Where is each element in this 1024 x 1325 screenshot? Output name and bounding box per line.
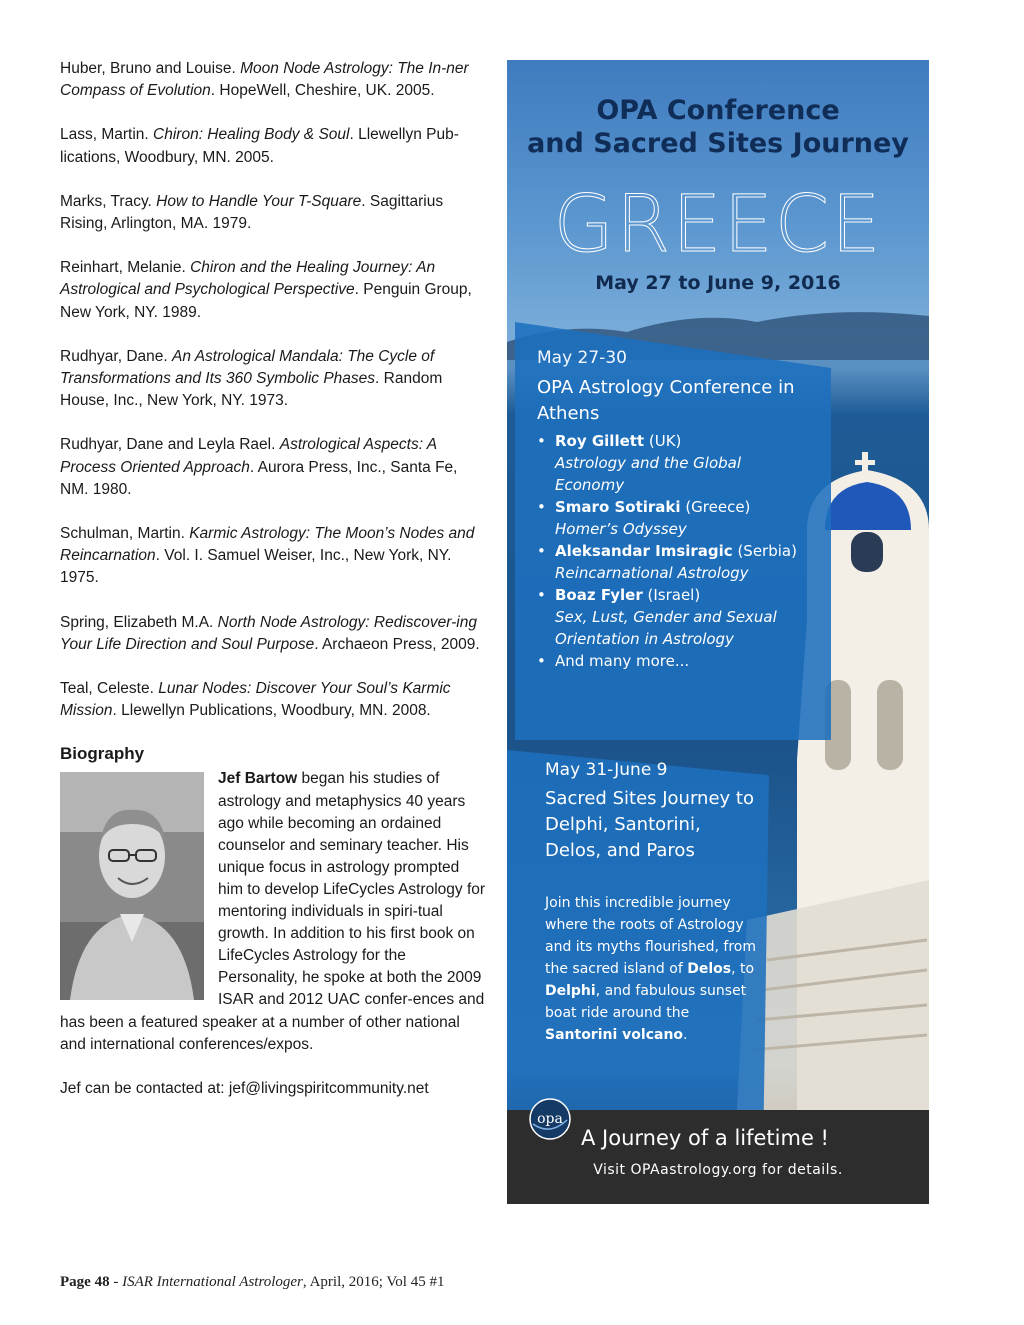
speaker-name: Smaro Sotiraki [555,498,681,516]
reference-entry [60,257,488,324]
author-portrait [60,772,204,1000]
reference-title: Karmic Astrology: The Moon’s Nodes and Reincarnation [60,525,475,565]
reference-title: Astrological Aspects: A Process Oriented Approach [60,436,437,476]
reference-author: Reinhart, Melanie. [60,259,191,277]
speaker-item [535,540,805,584]
reference-author: Huber, Bruno and Louise. [60,60,241,77]
speaker-item [535,584,805,650]
speaker-name: Roy Gillett [555,432,645,450]
reference-entry [60,678,488,722]
reference-publisher: . Penguin Group, New York, NY. 1989. [60,281,472,321]
issue-info: , April, 2016; Vol 45 #1 [302,1274,445,1290]
footer-separator: - [109,1274,123,1290]
speaker-list [535,430,805,672]
opa-logo-icon [527,1096,573,1142]
opa-logo [527,1096,573,1142]
reference-publisher: . Sagittarius Rising, Arlington, MA. 1979. [60,192,444,233]
reference-title: Moon Node Astrology: The In-ner Compass of Evolution [60,60,469,100]
contact-line: Jef can be contacted at: jef@livingspiritcommunity.net [60,1079,429,1097]
author-name: Jef Bartow [218,770,298,788]
reference-title: An Astrological Mandala: The Cycle of Transformations and Its 360 Symbolic Phases [60,347,435,388]
conference-title: OPA Astrology Conference in Athens [537,377,795,424]
speaker-name: Boaz Fyler [555,586,643,604]
reference-title: Chiron: Healing Body & Soul [153,126,350,144]
portrait-photo [60,772,204,1000]
reference-publisher: . Llewellyn Publications, Woodbury, MN. 2008. [112,702,431,720]
speaker-item [535,430,805,496]
ad-tagline: A Journey of a lifetime ! [581,1126,829,1150]
speaker-more: • And many more... [535,650,805,672]
journey-text-delos: Delos [687,961,732,977]
journey-text-santorini: Santorini volcano [545,1027,684,1043]
reference-title: Lunar Nodes: Discover Your Soul’s Karmic Mission [60,680,451,720]
journey-text-c: , to [731,961,755,977]
biography-section [60,768,488,1099]
reference-entry [60,346,488,413]
references-list [60,58,488,722]
speaker-topic: Reincarnational Astrology [555,564,749,582]
reference-author: Rudhyar, Dane and Leyla Rael. [60,436,280,454]
page-number: Page 48 [60,1274,110,1290]
reference-entry [60,612,488,656]
reference-publisher: . HopeWell, Cheshire, UK. 2005. [210,82,435,100]
journey-text-g: . [683,1027,688,1043]
reference-entry [60,58,488,102]
reference-entry [60,191,488,235]
reference-entry [60,434,488,501]
reference-author: Teal, Celeste. [60,680,159,698]
ad-visit-line: Visit OPAastrology.org for details. [593,1162,843,1178]
reference-author: Schulman, Martin. [60,525,190,543]
reference-publisher: . Vol. I. Samuel Weiser, Inc., New York, NY. 1975. [60,547,452,587]
speaker-country: (Serbia) [732,542,797,560]
speaker-country: (UK) [644,432,682,450]
speaker-item [535,496,805,540]
left-column [60,58,488,1100]
reference-publisher: . Random House, Inc., New York, NY. 1973. [60,370,443,410]
page-footer [60,1274,444,1291]
reference-author: Lass, Martin. [60,126,154,144]
reference-publisher: . Archaeon Press, 2009. [314,635,480,653]
reference-title: How to Handle Your T-Square [156,192,362,210]
biography-heading: Biography [60,744,145,764]
ad-title-line1: OPA Conference [596,95,840,126]
reference-title: Chiron and the Healing Journey: An Astrological and Psychological Perspective [60,259,436,299]
journey-text-delphi: Delphi [545,983,596,999]
speaker-country: (Israel) [642,586,701,604]
reference-author: Rudhyar, Dane. [60,347,173,365]
opa-advertisement [507,60,929,1204]
biography-body: began his studies of astrology and metaphysics 40 years ago while becoming an ordained counselor and seminary teacher. His unique focus in astrology prompted him to develop LifeCycles Astrology for mentoring individuals in spiri-tual growth. In addition to his first book on LifeCycles Astrology for the Personality, he spoke at both the 2009 ISAR and 2012 UAC confer-ences and has been a featured speaker at a number of other national and international conferences/expos. [60,770,486,1053]
reference-author: Marks, Tracy. [60,192,157,210]
ad-title-line2: and Sacred Sites Journey [527,128,909,159]
reference-author: Spring, Elizabeth M.A. [60,613,218,631]
ad-title [507,94,929,160]
speaker-topic: Sex, Lust, Gender and Sexual Orientation in Astrology [555,608,777,648]
speaker-topic: Homer’s Odyssey [555,520,687,538]
ad-country: GREECE [553,180,883,270]
reference-publisher: . Llewellyn Pub-lications, Woodbury, MN. 2005. [60,126,459,166]
speaker-name: Aleksandar Imsiragic [555,542,733,560]
conference-dates: May 27-30 [537,348,627,368]
speaker-country: (Greece) [680,498,751,516]
reference-entry [60,523,488,590]
publication-name: ISAR International Astrologer [122,1274,303,1290]
journey-text-a: Join this incredible journey where the roots of Astrology and its myths flourished, from the sacred island of [545,895,756,977]
reference-title: North Node Astrology: Rediscover-ing Your Life Direction and Soul Purpose [60,613,477,653]
ad-dates: May 27 to June 9, 2016 [595,272,841,294]
journey-text-e: , and fabulous sunset boat ride around the [545,983,747,1021]
reference-entry [60,124,488,168]
opa-logo-text: opa [537,1111,563,1127]
journey-dates: May 31-June 9 [545,760,668,780]
reference-publisher: . Aurora Press, Inc., Santa Fe, NM. 1980. [60,458,458,498]
journey-title: Sacred Sites Journey to Delphi, Santorini, Delos, and Paros [545,788,754,861]
journey-description [545,892,760,1046]
speaker-topic: Astrology and the Global Economy [555,454,742,494]
